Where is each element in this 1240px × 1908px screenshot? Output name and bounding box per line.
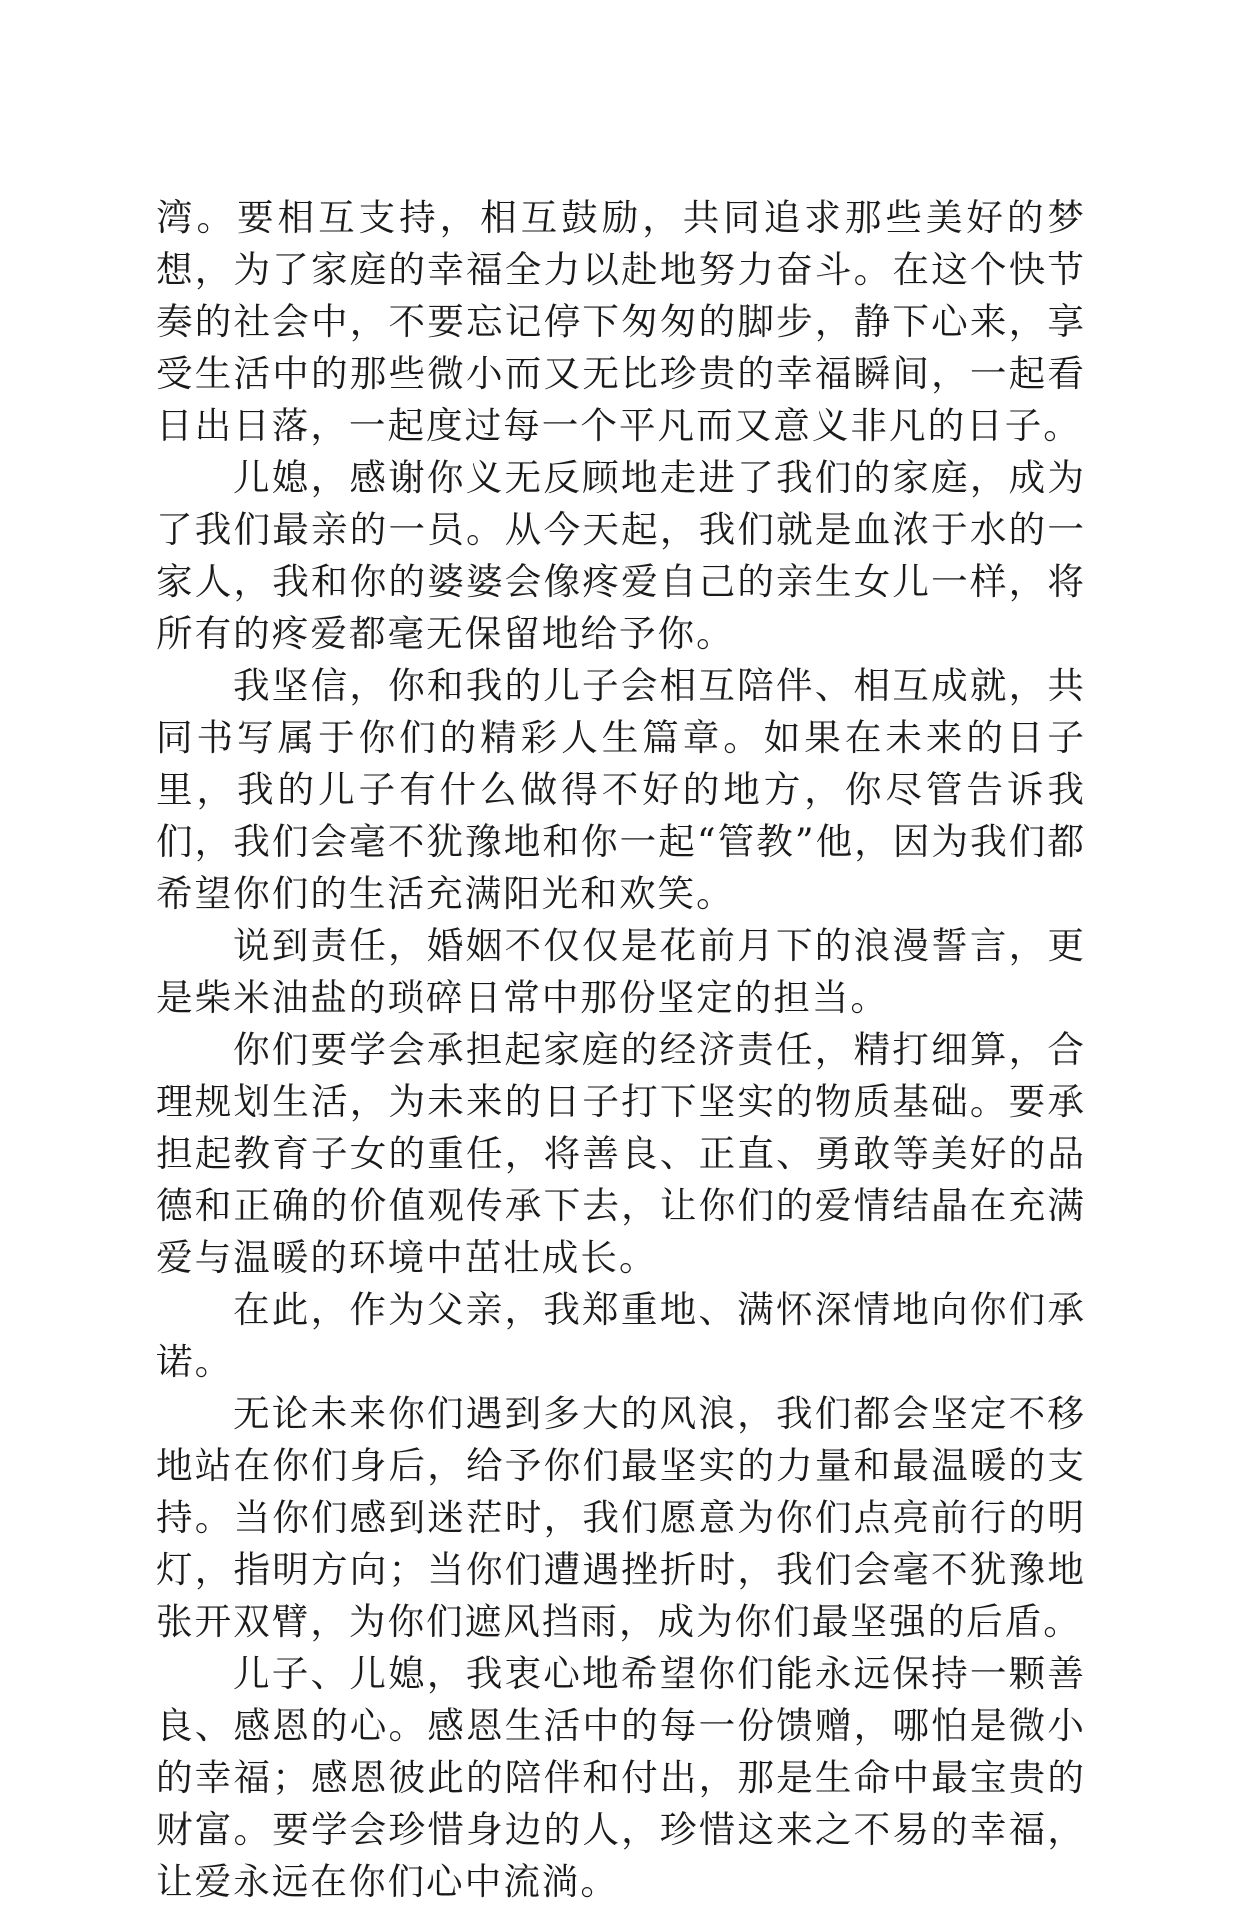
paragraph-family-duties: 你们要学会承担起家庭的经济责任，精打细算，合理规划生活，为未来的日子打下坚实的物质基础。要承担起教育子女的重任，将善良、正直、勇敢等美好的品德和正确的价值观传承下去，让你们的爱情结晶在充满爱与温暖的环境中茁壮成长。 bbox=[156, 1028, 1086, 1279]
paragraph-daughter-in-law: 儿媳，感谢你义无反顾地走进了我们的家庭，成为了我们最亲的一员。从今天起，我们就是血浓于水的一家人，我和你的婆婆会像疼爱自己的亲生女儿一样，将所有的疼爱都毫无保留地给予你。 bbox=[156, 456, 1086, 655]
paragraph-support: 无论未来你们遇到多大的风浪，我们都会坚定不移地站在你们身后，给予你们最坚实的力量和最温暖的支持。当你们感到迷茫时，我们愿意为你们点亮前行的明灯，指明方向；当你们遭遇挫折时，我们会毫不犹豫地张开双臂，为你们遮风挡雨，成为你们最坚强的后盾。 bbox=[156, 1392, 1086, 1643]
paragraph-belief: 我坚信，你和我的儿子会相互陪伴、相互成就，共同书写属于你们的精彩人生篇章。如果在未来的日子里，我的儿子有什么做得不好的地方，你尽管告诉我们，我们会毫不犹豫地和你一起“管教”他，因为我们都希望你们的生活充满阳光和欢笑。 bbox=[156, 664, 1086, 915]
paragraph-responsibility-intro: 说到责任，婚姻不仅仅是花前月下的浪漫誓言，更是柴米油盐的琐碎日常中那份坚定的担当。 bbox=[156, 924, 1086, 1019]
paragraph-gratitude: 儿子、儿媳，我衷心地希望你们能永远保持一颗善良、感恩的心。感恩生活中的每一份馈赠，哪怕是微小的幸福；感恩彼此的陪伴和付出，那是生命中最宝贵的财富。要学会珍惜身边的人，珍惜这来之不易的幸福，让爱永远在你们心中流淌。 bbox=[156, 1652, 1086, 1903]
paragraph-continuation: 湾。要相互支持，相互鼓励，共同追求那些美好的梦想，为了家庭的幸福全力以赴地努力奋斗。在这个快节奏的社会中，不要忘记停下匆匆的脚步，静下心来，享受生活中的那些微小而又无比珍贵的幸福瞬间，一起看日出日落，一起度过每一个平凡而又意义非凡的日子。 bbox=[156, 196, 1086, 447]
body-text bbox=[156, 192, 1086, 1908]
paragraph-promise: 在此，作为父亲，我郑重地、满怀深情地向你们承诺。 bbox=[156, 1288, 1086, 1383]
